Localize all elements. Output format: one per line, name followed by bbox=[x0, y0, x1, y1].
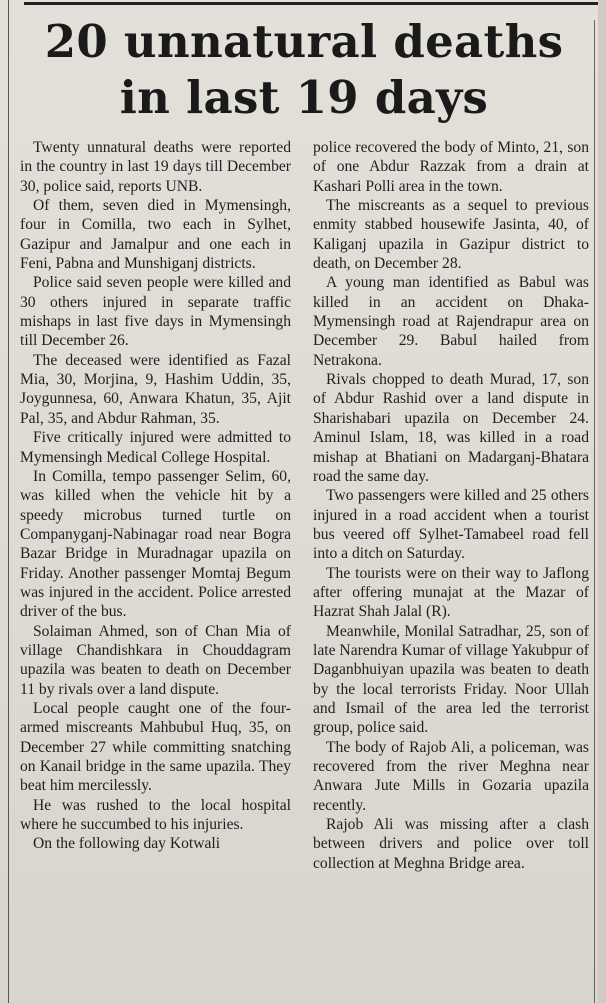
right-column-rule bbox=[594, 20, 595, 1003]
paragraph: Rivals chopped to death Murad, 17, son of Abdur Rashid over a land dispute in Sharishabari upazila on December 24. Aminul Islam, 18, was killed in a road mishap at Bhatiani on Madarganj-Bhatara road the same day. bbox=[313, 371, 589, 485]
paragraph: Twenty unnatural deaths were reported in the country in last 19 days till December 30, police said, reports UNB. bbox=[20, 139, 291, 195]
paragraph: Meanwhile, Monilal Satradhar, 25, son of late Narendra Kumar of village Yakubpur of Daganbhuiyan upazila was beaten to death by the local terrorists Friday. Noor Ullah and Ismail of the area led the terrorist group, police said. bbox=[313, 622, 589, 737]
paragraph: Of them, seven died in Mymensingh, four in Comilla, two each in Sylhet, Gazipur and Jamalpur and one each in Feni, Pabna and Munshiganj districts. bbox=[20, 197, 291, 273]
paragraph: The miscreants as a sequel to previous enmity stabbed housewife Jasinta, 40, of Kaliganj upazila in Gazipur district to death, on December 28. bbox=[313, 197, 589, 273]
top-rule bbox=[24, 2, 606, 5]
paragraph: Police said seven people were killed and 30 others injured in separate traffic mishaps in last five days in Mymensingh till December 26. bbox=[20, 274, 291, 350]
paragraph: In Comilla, tempo passenger Selim, 60, was killed when the vehicle hit by a speedy microbus turned turtle on Companyganj-Nabinagar road near Bogra Bazar Bridge in Muradnagar upazila on Friday. Another passenger Momtaj Begum was injured in the accident. Police arrested driver of the bus. bbox=[20, 467, 291, 621]
headline-line-2: in last 19 days bbox=[119, 71, 489, 124]
headline bbox=[14, 14, 594, 126]
paragraph-continued: police recovered the body of Minto, 21, son of one Abdur Razzak from a drain at Kashari Polli area in the town. bbox=[313, 139, 589, 195]
paragraph: Solaiman Ahmed, son of Chan Mia of village Chandishkara in Chouddagram upazila was beaten to death on December 11 by rivals over a land dispute. bbox=[20, 622, 291, 698]
paragraph: Local people caught one of the four-armed miscreants Mahbubul Huq, 35, on December 27 while committing snatching on Kanail bridge in the same upazila. They beat him mercilessly. bbox=[20, 699, 291, 795]
paragraph: The body of Rajob Ali, a policeman, was recovered from the river Meghna near Anwara Jute Mills in Gozaria upazila recently. bbox=[313, 738, 589, 814]
paragraph: He was rushed to the local hospital where he succumbed to his injuries. bbox=[20, 796, 291, 834]
paragraph: The tourists were on their way to Jaflong after offering munajat at the Mazar of Hazrat Shah Jalal (R). bbox=[313, 564, 589, 621]
paragraph: Five critically injured were admitted to Mymensingh Medical College Hospital. bbox=[20, 429, 291, 466]
paragraph: The deceased were identified as Fazal Mia, 30, Morjina, 9, Hashim Uddin, 35, Joygunnesa, 60, Anwara Khatun, 35, Ajit Pal, 35, and Abdur Rahman, 35. bbox=[20, 351, 291, 427]
paragraph: A young man identified as Babul was killed in an accident on Dhaka-Mymensingh road at Rajendrapur area on December 29. Babul hailed from Netrakona. bbox=[313, 274, 589, 369]
adjacent-column-edge bbox=[598, 0, 606, 1003]
paragraph: Rajob Ali was missing after a clash between drivers and police over toll collection at Meghna Bridge area. bbox=[313, 816, 589, 872]
headline-line-1: 20 unnatural deaths bbox=[44, 15, 564, 68]
paragraph: On the following day Kotwali bbox=[33, 835, 221, 853]
article-column-right bbox=[313, 138, 589, 873]
paragraph: Two passengers were killed and 25 others injured in a road accident when a tourist bus veered off Sylhet-Tamabeel road fell into a ditch on Saturday. bbox=[313, 487, 589, 563]
left-column-rule bbox=[8, 0, 9, 1003]
article-column-left bbox=[20, 138, 291, 854]
